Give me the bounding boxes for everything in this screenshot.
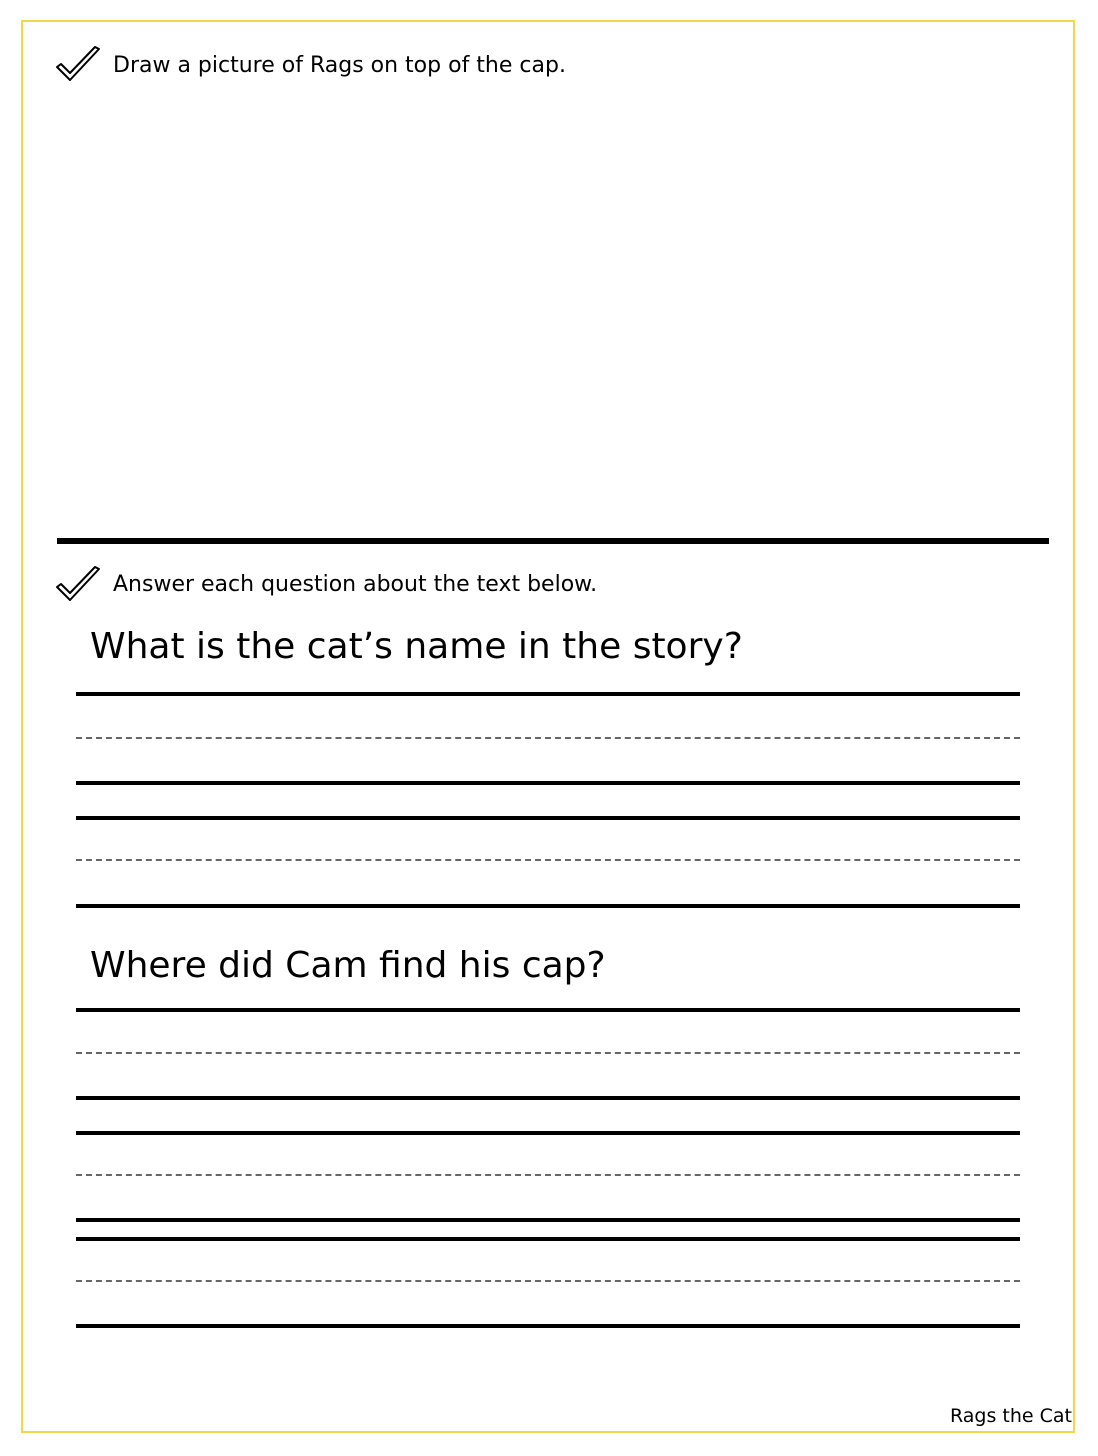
top-line [76,692,1020,696]
mid-dashed-line [76,859,1020,861]
drawing-instruction: Draw a picture of Rags on top of the cap. [113,53,566,78]
checkmark-icon [54,45,102,85]
handwriting-line[interactable] [76,1131,1020,1223]
base-line [76,1218,1020,1222]
base-line [76,1324,1020,1328]
base-line [76,904,1020,908]
answer-lines-1[interactable] [76,692,1020,908]
top-line [76,1131,1020,1135]
questions-instruction: Answer each question about the text below. [113,572,598,597]
section-divider [57,538,1049,544]
top-line [76,1008,1020,1012]
question-1: What is the cat’s name in the story? [90,626,743,667]
mid-dashed-line [76,737,1020,739]
question-2: Where did Cam find his cap? [90,945,606,986]
answer-lines-2[interactable] [76,1008,1020,1329]
checkmark-icon [54,565,102,605]
handwriting-line[interactable] [76,1237,1020,1329]
top-line [76,816,1020,820]
mid-dashed-line [76,1280,1020,1282]
handwriting-line[interactable] [76,692,1020,784]
mid-dashed-line [76,1174,1020,1176]
handwriting-line[interactable] [76,1008,1020,1100]
base-line [76,781,1020,785]
handwriting-line[interactable] [76,816,1020,908]
top-line [76,1237,1020,1241]
base-line [76,1096,1020,1100]
mid-dashed-line [76,1052,1020,1054]
footer-title: Rags the Cat [949,1405,1072,1427]
